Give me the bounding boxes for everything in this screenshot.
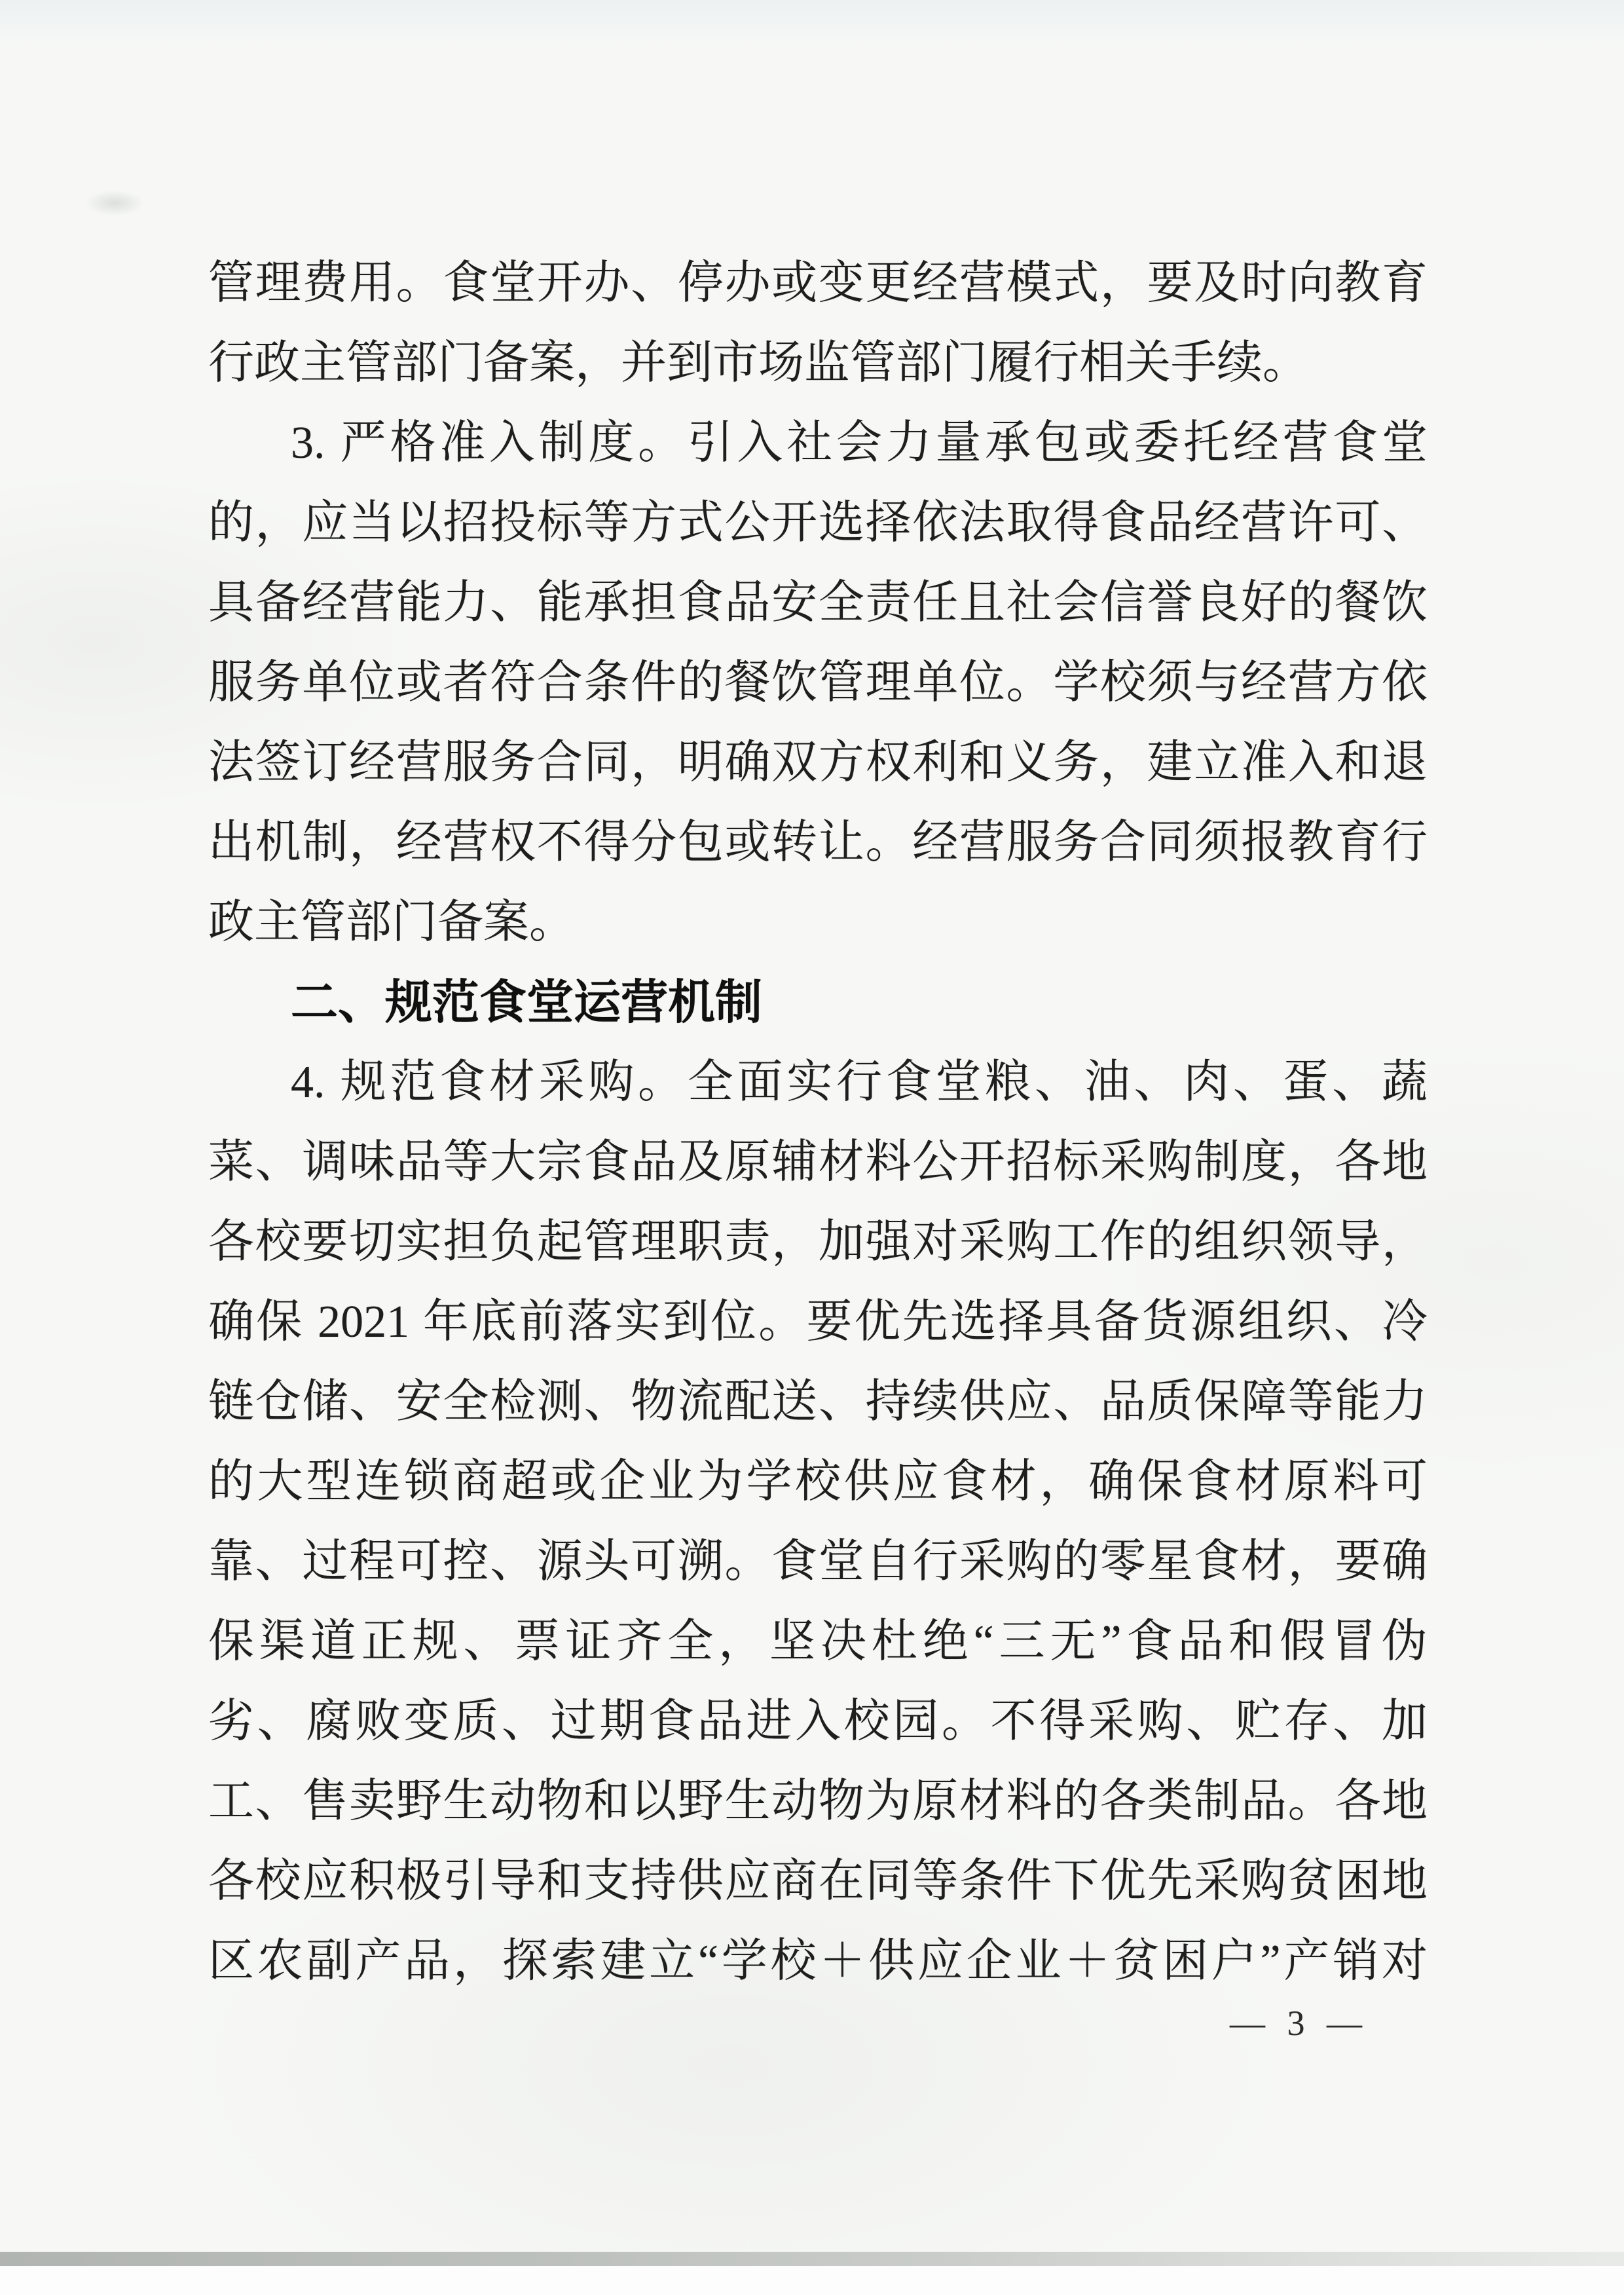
scan-smudge-artifact	[85, 190, 144, 216]
text-line: 各校应积极引导和支持供应商在同等条件下优先采购贫困地	[208, 1856, 1428, 1907]
scanner-background	[0, 2266, 1624, 2295]
text-line: 具备经营能力、能承担食品安全责任且社会信誉良好的餐饮	[208, 578, 1428, 628]
text-line: 菜、调味品等大宗食品及原辅材料公开招标采购制度，各地	[208, 1137, 1428, 1187]
text-line: 工、售卖野生动物和以野生动物为原材料的各类制品。各地	[208, 1776, 1428, 1827]
text-line: 政主管部门备案。	[208, 897, 575, 948]
text-line-paragraph-start: 4. 规范食材采购。全面实行食堂粮、油、肉、蛋、蔬	[291, 1057, 1428, 1108]
text-line: 劣、腐败变质、过期食品进入校园。不得采购、贮存、加	[208, 1696, 1428, 1747]
text-line: 的，应当以招投标等方式公开选择依法取得食品经营许可、	[208, 498, 1428, 548]
body-text-block	[208, 244, 1428, 2002]
text-line: 靠、过程可控、源头可溯。食堂自行采购的零星食材，要确	[208, 1537, 1428, 1587]
text-line: 区农副产品，探索建立“学校＋供应企业＋贫困户”产销对	[208, 1936, 1428, 1987]
text-line: 行政主管部门备案，并到市场监管部门履行相关手续。	[208, 338, 1308, 388]
page-number: — 3 —	[1230, 2004, 1369, 2043]
section-heading: 二、规范食堂运营机制	[291, 977, 763, 1029]
text-line: 的大型连锁商超或企业为学校供应食材，确保食材原料可	[208, 1457, 1428, 1507]
text-line: 链仓储、安全检测、物流配送、持续供应、品质保障等能力	[208, 1377, 1428, 1427]
text-line: 出机制，经营权不得分包或转让。经营服务合同须报教育行	[208, 817, 1428, 868]
page-bottom-edge-shadow	[0, 2252, 1624, 2266]
text-line: 管理费用。食堂开办、停办或变更经营模式，要及时向教育	[208, 258, 1428, 308]
text-line: 确保 2021 年底前落实到位。要优先选择具备货源组织、冷	[208, 1297, 1428, 1347]
text-line: 保渠道正规、票证齐全，坚决杜绝“三无”食品和假冒伪	[208, 1616, 1428, 1667]
text-line-paragraph-start: 3. 严格准入制度。引入社会力量承包或委托经营食堂	[291, 418, 1428, 468]
text-line: 服务单位或者符合条件的餐饮管理单位。学校须与经营方依	[208, 658, 1428, 708]
text-line: 各校要切实担负起管理职责，加强对采购工作的组织领导，	[208, 1217, 1428, 1267]
text-line: 法签订经营服务合同，明确双方权利和义务，建立准入和退	[208, 737, 1428, 788]
